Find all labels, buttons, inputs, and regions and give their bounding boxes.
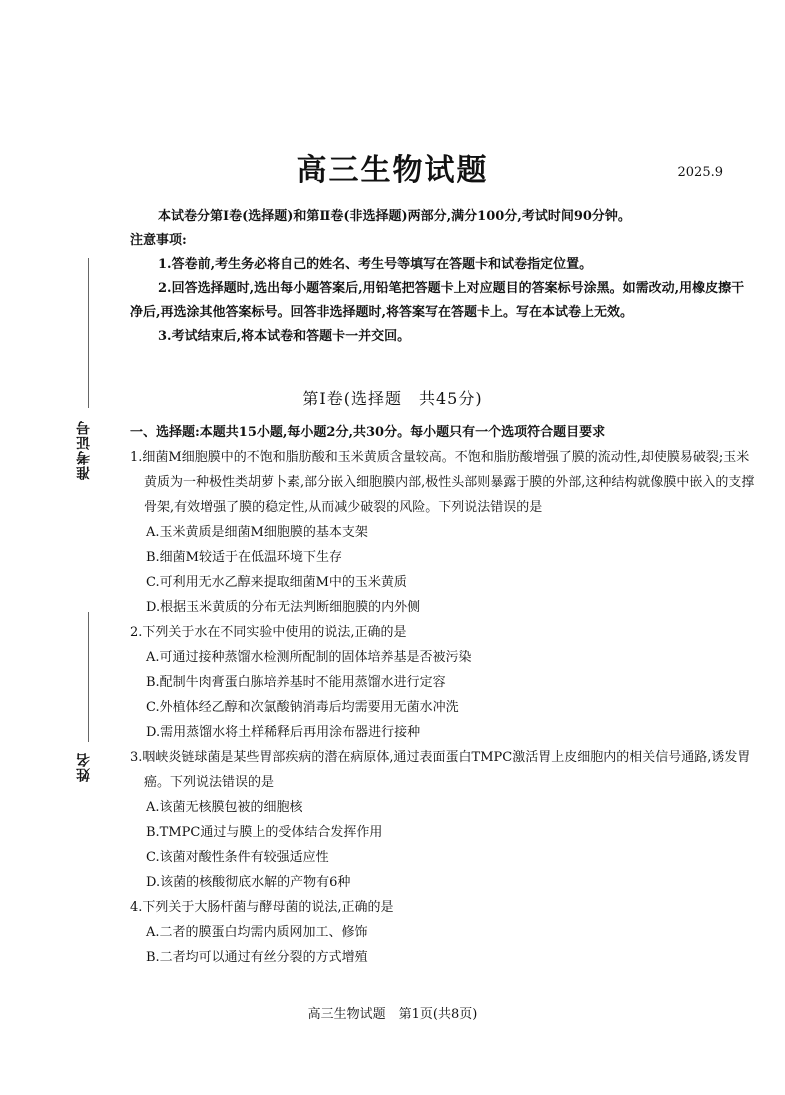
question xyxy=(130,620,755,745)
exam-title: 高三生物试题 xyxy=(296,153,489,188)
notice-item: 1.答卷前,考生务必将自己的姓名、考生号等填写在答题卡和试卷指定位置。 xyxy=(158,257,593,272)
instructions xyxy=(130,205,755,349)
name-label: 姓名 xyxy=(76,752,92,782)
question-stem: 4.下列关于大肠杆菌与酵母菌的说法,正确的是 xyxy=(130,900,394,915)
question-option: B.细菌M较适于在低温环境下生存 xyxy=(146,550,342,565)
question-option: B.TMPC通过与膜上的受体结合发挥作用 xyxy=(146,825,383,840)
question-option: C.该菌对酸性条件有较强适应性 xyxy=(146,850,329,865)
question-option: A.该菌无核膜包被的细胞核 xyxy=(146,800,303,815)
section-title: 第Ⅰ卷(选择题 共45分) xyxy=(302,389,483,408)
question-option: A.二者的膜蛋白均需内质网加工、修饰 xyxy=(146,925,368,940)
question-option: D.根据玉米黄质的分布无法判断细胞膜的内外侧 xyxy=(146,600,421,615)
intro-text: 本试卷分第Ⅰ卷(选择题)和第Ⅱ卷(非选择题)两部分,满分100分,考试时间90分钟。 xyxy=(158,209,631,224)
page-footer: 高三生物试题 第1页(共8页) xyxy=(307,1007,478,1022)
exam-date: 2025.9 xyxy=(677,165,723,180)
question-option: B.配制牛肉膏蛋白胨培养基时不能用蒸馏水进行定容 xyxy=(146,675,446,690)
question-option: D.需用蒸馏水将土样稀释后再用涂布器进行接种 xyxy=(146,725,421,740)
question xyxy=(130,445,755,620)
question xyxy=(130,895,755,970)
question xyxy=(130,745,755,895)
question-stem: 3.咽峡炎链球菌是某些胃部疾病的潜在病原体,通过表面蛋白TMPC激活胃上皮细胞内的相关信号通路,诱发胃癌。下列说法错误的是 xyxy=(130,750,751,790)
question-stem: 2.下列关于水在不同实验中使用的说法,正确的是 xyxy=(130,625,407,640)
notice-item: 3.考试结束后,将本试卷和答题卡一并交回。 xyxy=(158,329,411,344)
notice-heading: 注意事项: xyxy=(130,233,187,248)
question-option: A.可通过接种蒸馏水检测所配制的固体培养基是否被污染 xyxy=(146,650,472,665)
question-option: A.玉米黄质是细菌M细胞膜的基本支架 xyxy=(146,525,368,540)
section-heading: 一、选择题:本题共15小题,每小题2分,共30分。每小题只有一个选项符合题目要求 xyxy=(130,425,606,440)
question-option: D.该菌的核酸彻底水解的产物有6种 xyxy=(146,875,351,890)
exam-id-label: 准考证号 xyxy=(76,420,92,480)
question-option: C.外植体经乙醇和次氯酸钠消毒后均需要用无菌水冲洗 xyxy=(146,700,459,715)
question-option: C.可利用无水乙醇来提取细菌M中的玉米黄质 xyxy=(146,575,407,590)
name-line xyxy=(88,612,89,742)
questions xyxy=(130,420,755,970)
notice-item: 2.回答选择题时,选出每小题答案后,用铅笔把答题卡上对应题目的答案标号涂黑。如需改动,用橡皮擦干净后,再选涂其他答案标号。回答非选择题时,将答案写在答题卡上。写在本试卷上无效。 xyxy=(130,281,745,320)
question-option: B.二者均可以通过有丝分裂的方式增殖 xyxy=(146,950,368,965)
question-stem: 1.细菌M细胞膜中的不饱和脂肪酸和玉米黄质含量较高。不饱和脂肪酸增强了膜的流动性,却使膜易破裂;玉米黄质为一种极性类胡萝卜素,部分嵌入细胞膜内部,极性头部则暴露于膜的外部,这种结构就像膜中嵌入的支撑骨架,有效增强了膜的稳定性,从而减少破裂的风险。下列说法错误的是 xyxy=(130,450,755,515)
